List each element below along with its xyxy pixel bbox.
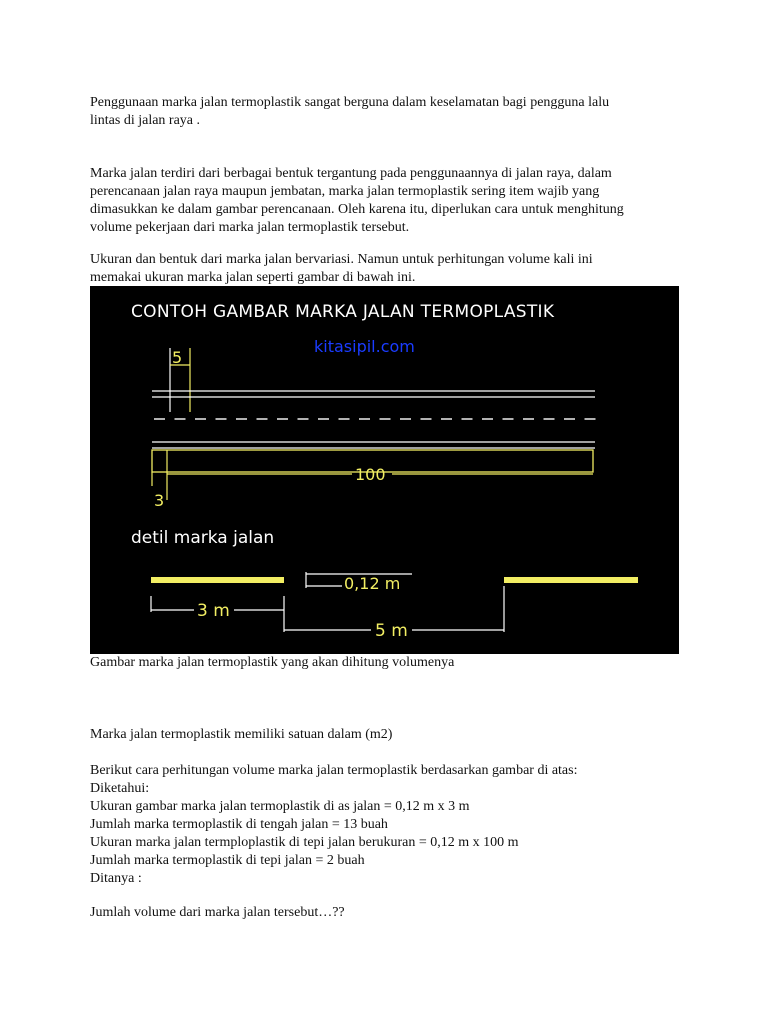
question-text: Jumlah volume dari marka jalan tersebut…?? — [90, 905, 345, 920]
dim-thickness-label: 0,12 m — [344, 574, 401, 593]
marka-line-3: dimasukkan ke dalam gambar perencanaan. Oleh karena itu, diperlukan cara untuk menghitung — [90, 202, 624, 217]
figure-title: CONTOH GAMBAR MARKA JALAN TERMOPLASTIK — [131, 302, 555, 322]
dim-width-label: 3 — [154, 491, 165, 510]
calc-paragraph — [90, 762, 690, 888]
calc-line-4: Jumlah marka termoplastik di tengah jalan = 13 buah — [90, 817, 388, 832]
calc-line-1: Berikut cara perhitungan volume marka jalan termoplastik berdasarkan gambar di atas: — [90, 763, 578, 778]
intro-line-2: lintas di jalan raya . — [90, 113, 201, 128]
dim-stripe-label: 3 m — [197, 601, 230, 621]
marka-jalan-drawing — [90, 286, 679, 654]
calc-line-3: Ukuran gambar marka jalan termoplastik di as jalan = 0,12 m x 3 m — [90, 799, 470, 814]
figure-caption — [90, 654, 690, 672]
calc-line-7: Ditanya : — [90, 871, 142, 886]
detail-stripe-left — [151, 577, 284, 583]
figure-watermark: kitasipil.com — [314, 337, 415, 356]
marka-line-1: Marka jalan terdiri dari berbagai bentuk tergantung pada penggunaannya di jalan raya, dalam — [90, 166, 612, 181]
satuan-paragraph — [90, 726, 690, 744]
calc-line-6: Jumlah marka termoplastik di tepi jalan = 2 buah — [90, 853, 365, 868]
intro-line-1: Penggunaan marka jalan termoplastik sangat berguna dalam keselamatan bagi pengguna lalu — [90, 95, 610, 110]
marka-paragraph — [90, 165, 690, 237]
marka-line-2: perencanaan jalan raya maupun jembatan, marka jalan termoplastik sering item wajib yang — [90, 184, 600, 199]
dim-gap-label: 5 m — [375, 621, 408, 641]
calc-line-2: Diketahui: — [90, 781, 150, 796]
detail-label: detil marka jalan — [131, 528, 275, 548]
ukuran-paragraph — [90, 251, 690, 287]
calc-line-5: Ukuran marka jalan termploplastik di tepi jalan berukuran = 0,12 m x 100 m — [90, 835, 519, 850]
question-paragraph — [90, 904, 690, 922]
marka-jalan-figure — [90, 286, 679, 654]
ukuran-line-1: Ukuran dan bentuk dari marka jalan bervariasi. Namun untuk perhitungan volume kali ini — [90, 252, 593, 267]
marka-line-4: volume pekerjaan dari marka jalan termoplastik tersebut. — [90, 220, 410, 235]
caption-text: Gambar marka jalan termoplastik yang akan dihitung volumenya — [90, 655, 455, 670]
satuan-text: Marka jalan termoplastik memiliki satuan dalam (m2) — [90, 727, 393, 742]
ukuran-line-2: memakai ukuran marka jalan seperti gambar di bawah ini. — [90, 270, 416, 285]
dim-long-label: 100 — [355, 465, 386, 484]
dim-top-group — [170, 348, 190, 412]
dim-top-label: 5 — [172, 348, 183, 367]
detail-stripe-right — [504, 577, 638, 583]
intro-paragraph — [90, 94, 690, 130]
